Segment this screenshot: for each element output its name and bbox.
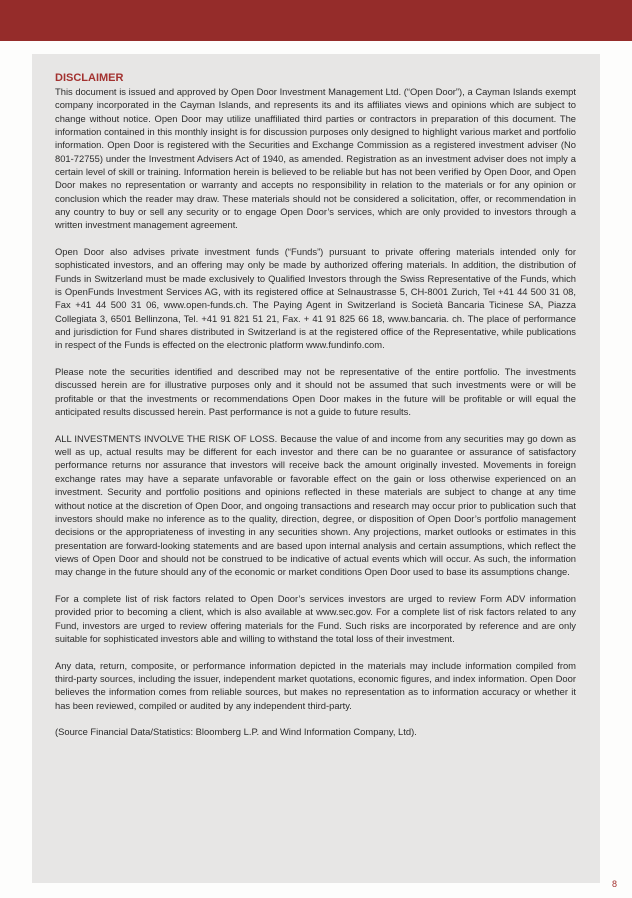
page-number: 8 xyxy=(612,879,618,889)
paragraph-risk: ALL INVESTMENTS INVOLVE THE RISK OF LOSS. Because the value of and income from any securities may go down as well as up, actual results may be different for each investor and there can be no guarantee or assurance of satisfactory performance returns nor assurance that investors will receive back the amount originally invested. Movements in foreign exchange rates may have a separate unfavorable or favorable effect on the gain or loss otherwise experienced on an investment. Security and portfolio positions and opinions reflected in these materials are subject to change at any time without notice at the discretion of Open Door, and ongoing transactions and research may occur prior to publication such that investors should make no inference as to the quality, direction, degree, or disposition of Open Door’s portfolio management decisions or the appropriateness of investing in any securities shown. Any projections, market outlooks or estimates in this presentation are forward-looking statements and are based upon internal analysis and certain assumptions, which reflect the views of Open Door and should not be construed to be indicative of actual events which will occur. As such, the information may change in the future should any of the economic or market conditions Open Door used to base its assumptions change. xyxy=(55,432,576,578)
disclaimer-panel xyxy=(32,54,600,883)
paragraph-risk-factors: For a complete list of risk factors related to Open Door’s services investors are urged to review Form ADV information provided prior to becoming a client, which is also available at www.sec.gov. For a complete list of risk factors related to any Fund, investors are urged to review offering materials for the Fund. Such risks are incorporated by reference and are only suitable for sophisticated investors able and willing to withstand the total loss of their investment. xyxy=(55,592,576,644)
paragraph-securities: Please note the securities identified and described may not be representative of the entire portfolio. The investments discussed herein are for illustrative purposes only and it should not be assumed that such investments were or will be profitable or that the investments or recommendations Open Door makes in the future will be profitable or will equal the anticipated results discussed herein. Past performance is not a guide to future results. xyxy=(55,366,576,418)
header-bar xyxy=(0,0,632,41)
paragraph-funds: Open Door also advises private investment funds (“Funds”) pursuant to private offering materials intended only for sophisticated investors, and an offering may only be made by authorized offering materials. In addition, the distribution of Funds in Switzerland must be made exclusively to Qualified Investors through the Swiss Representative of the Funds, which is OpenFunds Investment Services AG, with its registered office at Selnaustrasse 5, CH-8001 Zurich, Tel +41 44 500 31 08, Fax +41 44 500 31 06, www.open-funds.ch. The Paying Agent in Switzerland is Società Bancaria Ticinese SA, Piazza Collegiata 3, 6501 Bellinzona, Tel. +41 91 821 51 21, Fax. + 41 91 825 66 18, www.bancaria. ch. The place of performance and jurisdiction for Fund shares distributed in Switzerland is at the registered office of the Representative, while publications in respect of the Funds is effected on the electronic platform www.fundinfo.com. xyxy=(55,246,576,351)
disclaimer-content xyxy=(55,72,576,752)
paragraph-source-note: (Source Financial Data/Statistics: Bloomberg L.P. and Wind Information Company, Ltd). xyxy=(55,726,417,738)
paragraph-data-sources: Any data, return, composite, or performance information depicted in the materials may include information compiled from third-party sources, including the issuer, independent market quotations, economic figures, and index information. Open Door believes the information comes from reliable sources, but makes no representation as to information accuracy or whether it has been reviewed, compiled or audited by any independent third-party. xyxy=(55,659,576,711)
disclaimer-heading: DISCLAIMER xyxy=(55,72,124,84)
paragraph-issuer: This document is issued and approved by Open Door Investment Management Ltd. (“Open Door”), a Cayman Islands exempt company incorporated in the Cayman Islands, and represents its and its affiliates views and opinions which are subject to change without notice. Open Door may utilize unaffiliated third parties or contractors in preparation of this document. The information contained in this monthly insight is for discussion purposes only designed to highlight various market and portfolio information. Open Door is registered with the Securities and Exchange Commission as a registered investment adviser (No 801-72755) under the Investment Advisers Act of 1940, as amended. Registration as an investment adviser does not imply a certain level of skill or training. Information herein is believed to be reliable but has not been verified by Open Door, and Open Door makes no representation or warranty and accepts no responsibility in relation to the materials or for any opinion or conclusion which the reader may draw. These materials should not be considered a solicitation, offer, or recommendation in any country to buy or sell any security or to engage Open Door’s services, which are only provided to investors through a written investment management agreement. xyxy=(55,86,576,231)
